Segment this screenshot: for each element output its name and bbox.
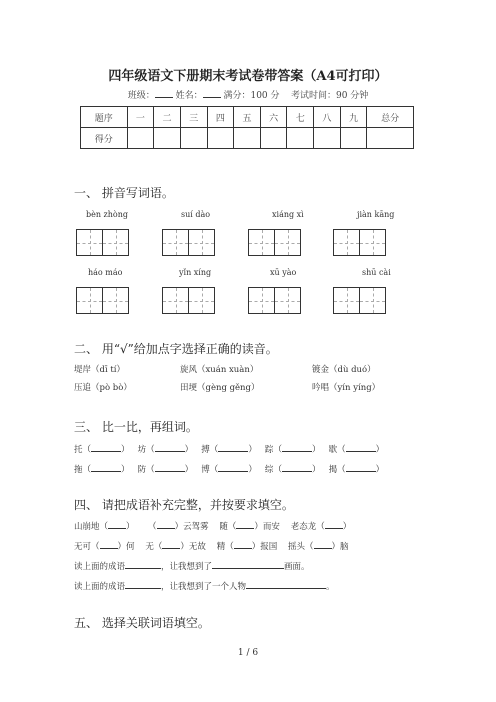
- score-cell[interactable]: [287, 128, 314, 149]
- grid-cell[interactable]: [248, 287, 275, 314]
- sentence-text: ，让我想到了: [161, 562, 213, 572]
- idiom-text: ）而安: [254, 522, 280, 532]
- section-4-heading: 四、 请把成语补充完整，并按要求填空。: [74, 498, 294, 512]
- grid-cell[interactable]: [188, 229, 215, 256]
- score-cell[interactable]: [367, 128, 414, 149]
- writing-grid[interactable]: [248, 229, 301, 256]
- idiom-text: ）: [342, 522, 352, 532]
- grid-cell[interactable]: [162, 287, 189, 314]
- idiom-text: ）: [126, 522, 135, 532]
- answer-blank[interactable]: [282, 462, 312, 472]
- sentence-text: 画面。: [284, 562, 310, 572]
- answer-blank[interactable]: [157, 519, 175, 529]
- pinyin-label: jiàn kāng: [357, 210, 395, 219]
- score-table-score-row: [81, 128, 414, 149]
- table-cell: 题序: [81, 107, 128, 128]
- idiom-text: ）云驾雾: [174, 522, 209, 532]
- writing-grid[interactable]: [162, 287, 215, 314]
- writing-grid[interactable]: [76, 287, 129, 314]
- grid-cell[interactable]: [102, 287, 129, 314]
- reading-item[interactable]: 堤岸（dī tí）: [74, 365, 125, 375]
- char: 防: [137, 465, 147, 475]
- table-cell: 总分: [367, 107, 414, 128]
- class-blank: [155, 88, 173, 98]
- pinyin-label: yǐn xíng: [179, 268, 212, 277]
- writing-grid[interactable]: [248, 287, 301, 314]
- pinyin-label: suí dào: [181, 210, 211, 219]
- char: 托: [74, 445, 83, 455]
- grid-cell[interactable]: [76, 229, 103, 256]
- reading-item[interactable]: 压追（pò bò）: [74, 383, 132, 393]
- score-cell[interactable]: [207, 128, 234, 149]
- idiom-text: 山崩地（: [74, 522, 109, 532]
- idiom-text: ）何: [117, 542, 135, 552]
- answer-blank[interactable]: [212, 559, 284, 569]
- char: 踪: [264, 445, 274, 455]
- idiom-row: [74, 539, 349, 552]
- grid-cell[interactable]: [188, 287, 215, 314]
- grid-cell[interactable]: [248, 229, 275, 256]
- idiom-row: [74, 519, 351, 532]
- idiom-text: 无（: [145, 542, 163, 552]
- reading-item[interactable]: 田埂（gèng gěng）: [180, 383, 260, 393]
- grid-cell[interactable]: [333, 287, 360, 314]
- table-cell: 三: [180, 107, 207, 128]
- sentence-text: 读上面的成语: [74, 562, 126, 572]
- table-cell: 七: [287, 107, 314, 128]
- page-number: 1 / 6: [237, 648, 259, 658]
- idiom-text: ）脑: [331, 542, 349, 552]
- writing-grid[interactable]: [162, 229, 215, 256]
- grid-cell[interactable]: [102, 229, 129, 256]
- sentence-text: 读上面的成语: [74, 582, 126, 592]
- answer-blank[interactable]: [218, 462, 248, 472]
- score-cell[interactable]: [260, 128, 287, 149]
- grid-cell[interactable]: [359, 287, 386, 314]
- score-table-header-row: [81, 107, 414, 128]
- section-2-heading: 二、 用“√”给加点字选择正确的读音。: [74, 342, 278, 356]
- answer-blank[interactable]: [125, 559, 161, 569]
- writing-grid[interactable]: [333, 229, 386, 256]
- answer-blank[interactable]: [346, 442, 376, 452]
- answer-blank[interactable]: [125, 579, 161, 589]
- pinyin-label: xiáng xì: [272, 210, 304, 219]
- reading-item[interactable]: 旋风（xuán xuàn）: [180, 365, 259, 375]
- sentence-text: ，让我想到了一个人物: [161, 582, 247, 592]
- pinyin-label: háo máo: [88, 268, 123, 277]
- idiom-text: 无可（: [74, 542, 100, 552]
- score-table: [80, 106, 414, 149]
- table-cell: 二: [154, 107, 181, 128]
- answer-blank[interactable]: [155, 462, 185, 472]
- char: 拖: [74, 465, 83, 475]
- score-cell[interactable]: [154, 128, 181, 149]
- grid-cell[interactable]: [274, 229, 301, 256]
- answer-blank[interactable]: [346, 462, 376, 472]
- exam-time: 考试时间：90 分钟: [290, 91, 369, 101]
- idiom-text: 精（: [216, 542, 234, 552]
- char: 综: [264, 465, 274, 475]
- exam-title: 四年级语文下册期末考试卷带答案（A4可打印）: [108, 69, 388, 84]
- answer-blank[interactable]: [108, 519, 126, 529]
- idiom-text: 随（: [219, 522, 237, 532]
- answer-blank[interactable]: [162, 539, 180, 549]
- score-cell[interactable]: [234, 128, 261, 149]
- idiom-text: ）无故: [180, 542, 206, 552]
- fill-sentence: [74, 559, 310, 572]
- reading-item[interactable]: 镀金（dù duó）: [312, 365, 376, 375]
- grid-cell[interactable]: [359, 229, 386, 256]
- reading-item[interactable]: 吟唱（yín yíng）: [312, 383, 381, 393]
- answer-blank[interactable]: [155, 442, 185, 452]
- full-score: 满分：100 分: [223, 91, 280, 101]
- answer-blank[interactable]: [234, 539, 252, 549]
- section-5-heading: 五、 选择关联词语填空。: [74, 616, 210, 630]
- sentence-text: 。: [326, 582, 335, 592]
- compare-row: 托（ ） 坊（ ） 搏（ ） 踪（ ） 歇（ ）: [74, 442, 384, 455]
- table-cell: 得分: [81, 128, 128, 149]
- char: 坊: [137, 445, 147, 455]
- idiom-text: ）报国: [251, 542, 278, 552]
- idiom-text: 老态龙（: [290, 522, 325, 532]
- table-cell: 六: [260, 107, 287, 128]
- grid-cell[interactable]: [274, 287, 301, 314]
- name-blank: [203, 88, 221, 98]
- char: 博: [201, 465, 210, 475]
- table-cell: 五: [234, 107, 261, 128]
- compare-row: 拖（ ） 防（ ） 博（ ） 综（ ） 揭（ ）: [74, 462, 384, 475]
- char: 搏: [201, 445, 210, 455]
- answer-blank[interactable]: [91, 442, 121, 452]
- idiom-text: （: [148, 522, 157, 532]
- writing-grid[interactable]: [76, 229, 129, 256]
- class-label: 班级：: [127, 91, 155, 101]
- pinyin-label: xū yào: [270, 268, 297, 277]
- answer-blank[interactable]: [236, 519, 254, 529]
- section-1-heading: 一、 拼音写词语。: [74, 186, 174, 200]
- score-cell[interactable]: [340, 128, 367, 149]
- score-cell[interactable]: [180, 128, 207, 149]
- answer-blank[interactable]: [314, 539, 332, 549]
- grid-cell[interactable]: [76, 287, 103, 314]
- exam-info: [0, 88, 496, 101]
- section-3-heading: 三、 比一比，再组词。: [74, 420, 198, 434]
- answer-blank[interactable]: [246, 579, 326, 589]
- pinyin-label: bèn zhòng: [86, 210, 129, 219]
- answer-blank[interactable]: [325, 519, 343, 529]
- answer-blank[interactable]: [282, 442, 312, 452]
- pinyin-label: shū cài: [362, 268, 391, 277]
- writing-grid[interactable]: [333, 287, 386, 314]
- char: 揭: [328, 465, 338, 475]
- answer-blank[interactable]: [100, 539, 118, 549]
- score-cell[interactable]: [127, 128, 154, 149]
- grid-cell[interactable]: [333, 229, 360, 256]
- table-cell: 八: [314, 107, 341, 128]
- answer-blank[interactable]: [218, 442, 248, 452]
- table-cell: 四: [207, 107, 234, 128]
- score-cell[interactable]: [314, 128, 341, 149]
- char: 歇: [328, 445, 338, 455]
- table-cell: 九: [340, 107, 367, 128]
- answer-blank[interactable]: [91, 462, 121, 472]
- grid-cell[interactable]: [162, 229, 189, 256]
- fill-sentence: [74, 579, 335, 592]
- table-cell: 一: [127, 107, 154, 128]
- idiom-text: 摇头（: [288, 542, 314, 552]
- name-label: 姓名：: [175, 91, 203, 101]
